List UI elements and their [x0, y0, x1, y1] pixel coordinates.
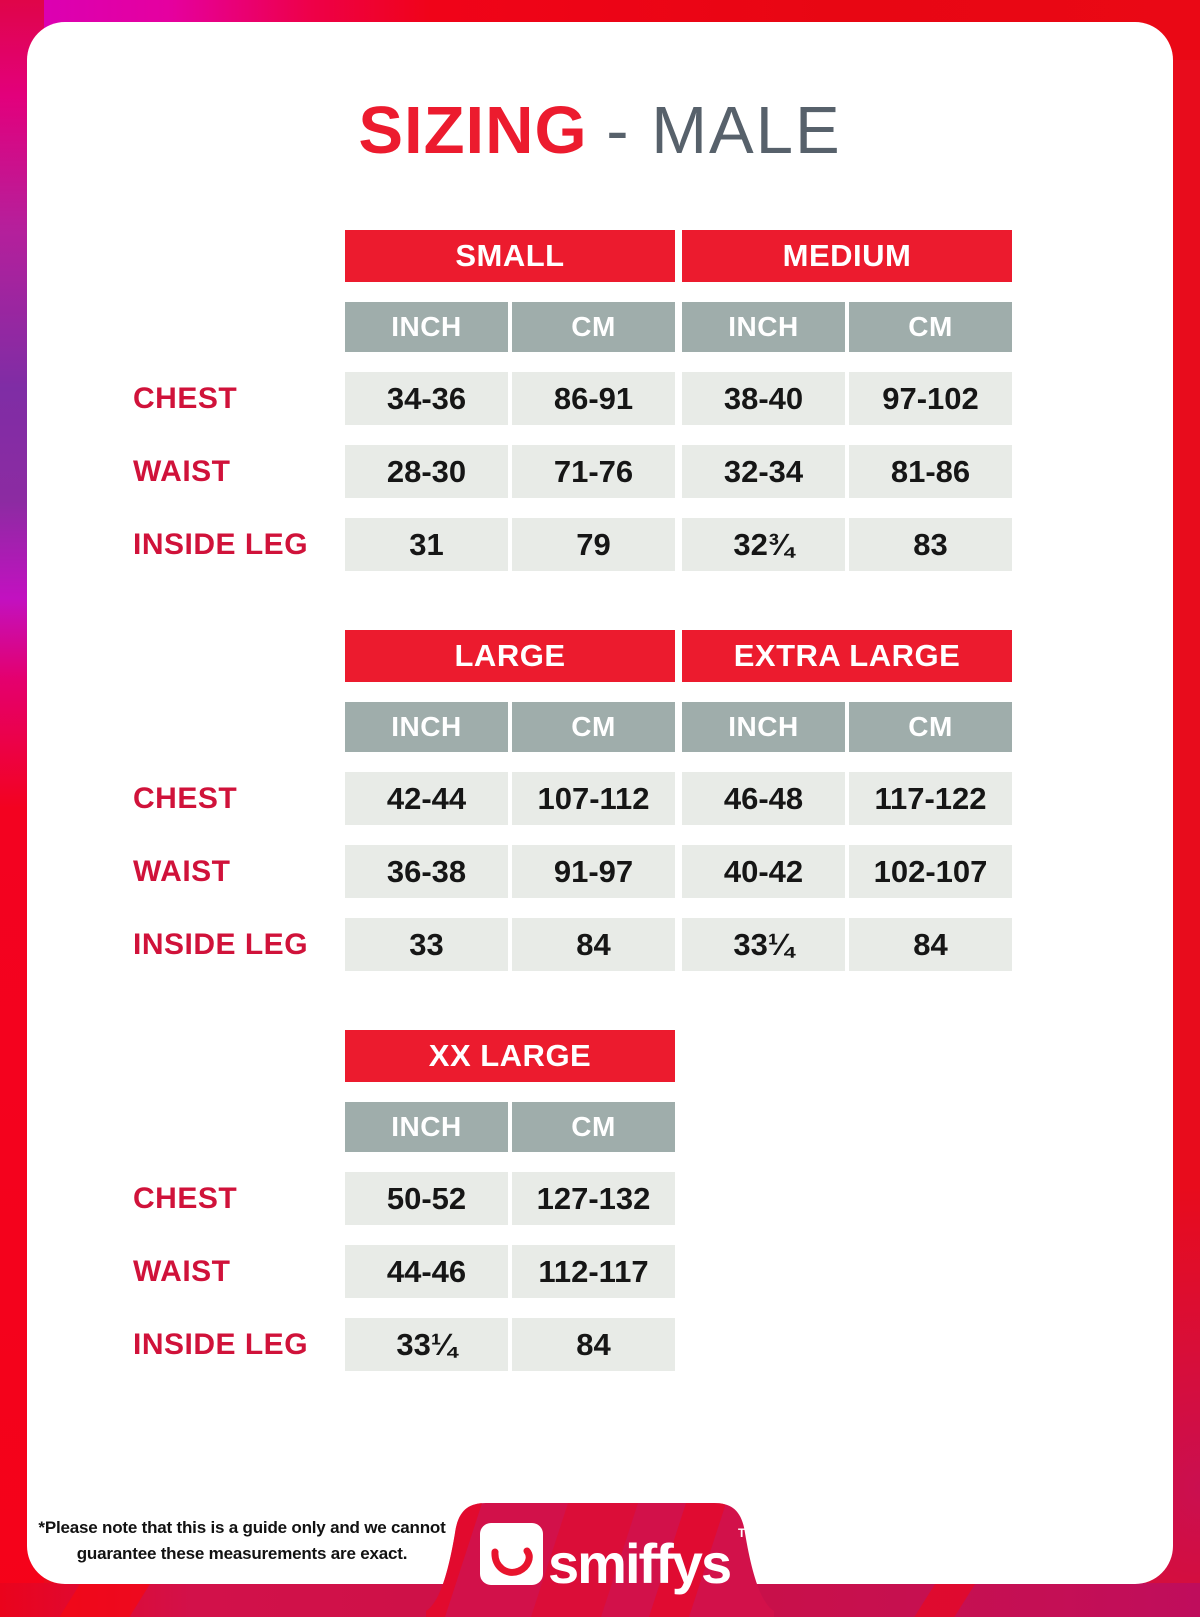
- unit-header-inch: INCH: [345, 302, 508, 352]
- size-header-medium: MEDIUM: [682, 230, 1012, 282]
- row-label-chest: CHEST: [133, 382, 238, 415]
- table-cell: 84: [512, 1318, 675, 1371]
- table-cell: 97-102: [849, 372, 1012, 425]
- smiffys-logo: [420, 1497, 780, 1617]
- logo-trademark: TM: [738, 1526, 756, 1540]
- row-label-inside-leg: INSIDE LEG: [133, 928, 309, 961]
- page-title-primary: SIZING: [358, 93, 588, 168]
- row-label-waist: WAIST: [133, 1255, 231, 1288]
- size-header-xxlarge: XX LARGE: [345, 1030, 675, 1082]
- row-label-chest: CHEST: [133, 1182, 238, 1215]
- table-cell: 83: [849, 518, 1012, 571]
- content-sheet: [27, 22, 1173, 1584]
- logo-brand-text: smiffys: [548, 1532, 731, 1595]
- table-cell: 117-122: [849, 772, 1012, 825]
- table-cell: 36-38: [345, 845, 508, 898]
- table-cell: 71-76: [512, 445, 675, 498]
- table-cell: 112-117: [512, 1245, 675, 1298]
- table-cell: 33¼: [345, 1318, 508, 1371]
- unit-header-cm: CM: [512, 1102, 675, 1152]
- table-cell: 91-97: [512, 845, 675, 898]
- table-cell: 46-48: [682, 772, 845, 825]
- page-title: [27, 95, 1173, 167]
- table-cell: 31: [345, 518, 508, 571]
- bottom-band-streak: [914, 1583, 975, 1617]
- size-group-large: [345, 630, 675, 971]
- bottom-band-streak: [59, 1583, 150, 1617]
- table-cell: 86-91: [512, 372, 675, 425]
- unit-header-cm: CM: [849, 702, 1012, 752]
- table-cell: 33¼: [682, 918, 845, 971]
- table-cell: 84: [512, 918, 675, 971]
- unit-header-inch: INCH: [345, 702, 508, 752]
- unit-header-cm: CM: [512, 702, 675, 752]
- page-title-secondary: - MALE: [606, 93, 842, 168]
- unit-header-inch: INCH: [345, 1102, 508, 1152]
- row-label-inside-leg: INSIDE LEG: [133, 528, 309, 561]
- row-label-waist: WAIST: [133, 855, 231, 888]
- size-header-large: LARGE: [345, 630, 675, 682]
- unit-header-inch: INCH: [682, 302, 845, 352]
- table-cell: 38-40: [682, 372, 845, 425]
- row-label-inside-leg: INSIDE LEG: [133, 1328, 309, 1361]
- size-group-medium: [682, 230, 1012, 571]
- size-table-small-medium: [133, 230, 1118, 571]
- table-cell: 102-107: [849, 845, 1012, 898]
- disclaimer-line-2: guarantee these measurements are exact.: [76, 1544, 408, 1563]
- table-cell: 107-112: [512, 772, 675, 825]
- row-label-chest: CHEST: [133, 782, 238, 815]
- size-table-xxlarge: [133, 1030, 1118, 1371]
- unit-header-cm: CM: [512, 302, 675, 352]
- table-cell: 81-86: [849, 445, 1012, 498]
- table-cell: 40-42: [682, 845, 845, 898]
- size-header-extra-large: EXTRA LARGE: [682, 630, 1012, 682]
- table-cell: 44-46: [345, 1245, 508, 1298]
- table-cell: 79: [512, 518, 675, 571]
- unit-header-inch: INCH: [682, 702, 845, 752]
- size-group-xxlarge: [345, 1030, 675, 1371]
- table-cell: 84: [849, 918, 1012, 971]
- size-header-small: SMALL: [345, 230, 675, 282]
- row-label-waist: WAIST: [133, 455, 231, 488]
- table-cell: 32-34: [682, 445, 845, 498]
- table-cell: 42-44: [345, 772, 508, 825]
- disclaimer-note: [27, 1515, 457, 1567]
- table-cell: 33: [345, 918, 508, 971]
- table-cell: 127-132: [512, 1172, 675, 1225]
- table-cell: 34-36: [345, 372, 508, 425]
- size-group-small: [345, 230, 675, 571]
- table-cell: 32¾: [682, 518, 845, 571]
- table-cell: 50-52: [345, 1172, 508, 1225]
- disclaimer-line-1: *Please note that this is a guide only and we cannot: [38, 1518, 446, 1537]
- unit-header-cm: CM: [849, 302, 1012, 352]
- size-group-extra-large: [682, 630, 1012, 971]
- size-table-large-xlarge: [133, 630, 1118, 971]
- table-cell: 28-30: [345, 445, 508, 498]
